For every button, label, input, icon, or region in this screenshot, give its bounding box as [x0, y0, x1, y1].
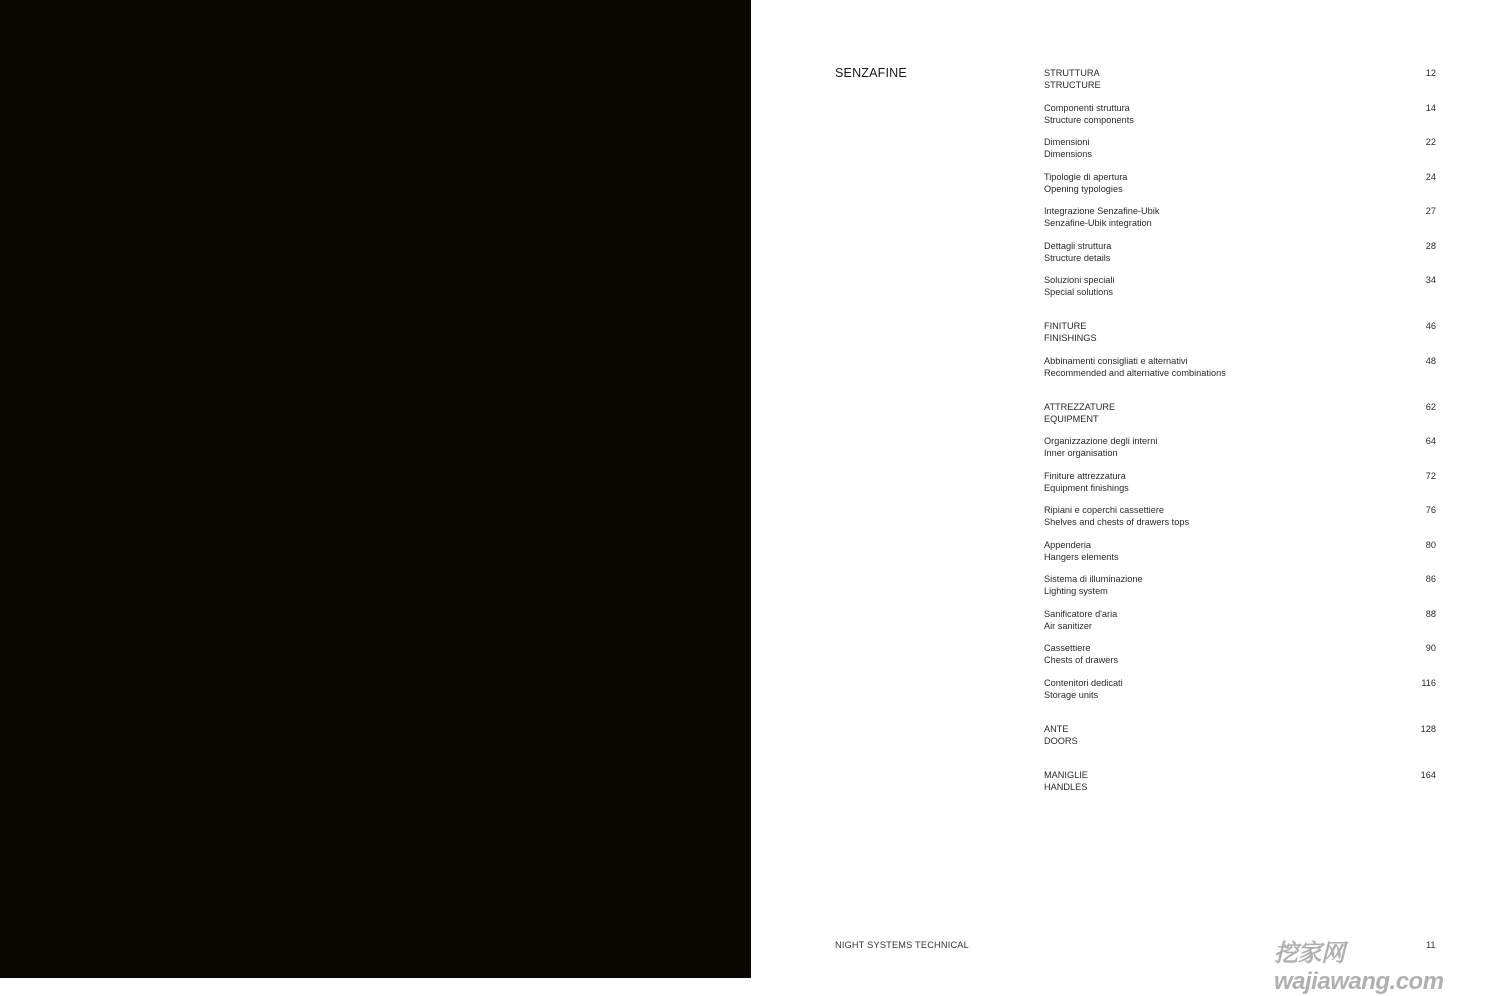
toc-entry-page: 164: [1420, 770, 1436, 780]
toc-entry-english: Opening typologies: [1044, 183, 1123, 194]
toc-entry: [1044, 137, 1436, 160]
toc-entry-page: 24: [1425, 172, 1436, 182]
toc-entry-page: 28: [1425, 241, 1436, 251]
toc-entry: [1044, 321, 1436, 344]
toc-entry-italian: Ripiani e coperchi cassettiere: [1044, 505, 1165, 515]
toc-entry-page: 22: [1425, 137, 1436, 147]
toc-entry-english: EQUIPMENT: [1044, 413, 1099, 424]
toc-entry-italian: Sanificatore d'aria: [1044, 609, 1118, 619]
toc-entry-english: Storage units: [1044, 689, 1099, 700]
toc-entry-italian: Organizzazione degli interni: [1044, 436, 1158, 446]
toc-entry: [1044, 770, 1436, 793]
toc-entry-italian: Dettagli struttura: [1044, 241, 1112, 251]
toc-entry-english: STRUCTURE: [1044, 79, 1101, 90]
toc-entry-page: 116: [1421, 678, 1436, 688]
toc-entry-page: 128: [1420, 724, 1436, 734]
toc-entry-italian: Soluzioni speciali: [1044, 275, 1115, 285]
toc-entry-page: 64: [1425, 436, 1436, 446]
toc-entry: [1044, 574, 1436, 597]
toc-entry-italian: Tipologie di apertura: [1044, 172, 1128, 182]
toc-entry: [1044, 356, 1436, 379]
toc-entry-english: Lighting system: [1044, 585, 1108, 596]
page-number: 11: [1426, 940, 1436, 950]
toc-entry: [1044, 241, 1436, 264]
toc-entry: [1044, 68, 1436, 91]
toc-entry-english: Senzafine-Ubik integration: [1044, 217, 1152, 228]
toc-entry-italian: Cassettiere: [1044, 643, 1091, 653]
toc-entry-page: 14: [1425, 103, 1436, 113]
toc-entry: [1044, 724, 1436, 747]
toc-entry: [1044, 172, 1436, 195]
toc-entry: [1044, 471, 1436, 494]
toc-entry-english: Inner organisation: [1044, 447, 1118, 458]
toc-entry: [1044, 678, 1436, 701]
toc-entry-italian: Integrazione Senzafine-Ubik: [1044, 206, 1160, 216]
toc-entry-italian: Finiture attrezzatura: [1044, 471, 1126, 481]
toc-entry-english: Hangers elements: [1044, 551, 1119, 562]
toc-entry-english: HANDLES: [1044, 781, 1088, 792]
toc-entry-italian: ATTREZZATURE: [1044, 402, 1116, 412]
toc-entry-page: 48: [1425, 356, 1436, 366]
toc-entry-page: 90: [1425, 643, 1436, 653]
toc-entry-english: Air sanitizer: [1044, 620, 1092, 631]
toc-entry-italian: FINITURE: [1044, 321, 1087, 331]
toc-entry-english: Structure details: [1044, 252, 1111, 263]
toc-entry-page: 62: [1425, 402, 1436, 412]
toc-entry: [1044, 643, 1436, 666]
toc-entry-page: 80: [1425, 540, 1436, 550]
toc-entry: [1044, 103, 1436, 126]
toc-entry-italian: Sistema di illuminazione: [1044, 574, 1143, 584]
toc-entry-english: Recommended and alternative combinations: [1044, 367, 1226, 378]
toc-entry: [1044, 609, 1436, 632]
toc-entry: [1044, 402, 1436, 425]
toc-entry-english: Shelves and chests of drawers tops: [1044, 516, 1190, 527]
section-title: SENZAFINE: [835, 66, 907, 80]
toc-entry-italian: Appenderia: [1044, 540, 1091, 550]
toc-entry-page: 86: [1425, 574, 1436, 584]
toc-entry-page: 88: [1425, 609, 1436, 619]
toc-entry-italian: MANIGLIE: [1044, 770, 1088, 780]
toc-entry-page: 34: [1425, 275, 1436, 285]
watermark: 挖家网 wajiawang.com: [1274, 940, 1444, 995]
toc-entry-page: 12: [1425, 68, 1436, 78]
toc-entry: [1044, 436, 1436, 459]
toc-entry-italian: STRUTTURA: [1044, 68, 1100, 78]
toc-entry-italian: Componenti struttura: [1044, 103, 1130, 113]
toc-entry-italian: Abbinamenti consigliati e alternativi: [1044, 356, 1188, 366]
toc-entry-english: Dimensions: [1044, 148, 1092, 159]
toc-entry-english: FINISHINGS: [1044, 332, 1097, 343]
toc-entry-page: 46: [1425, 321, 1436, 331]
toc-entry-english: DOORS: [1044, 735, 1078, 746]
toc-entry-english: Structure components: [1044, 114, 1134, 125]
toc-entry-page: 27: [1425, 206, 1436, 216]
toc-entry: [1044, 206, 1436, 229]
toc-entry-english: Equipment finishings: [1044, 482, 1129, 493]
toc-entry-english: Special solutions: [1044, 286, 1113, 297]
toc-entry-page: 72: [1425, 471, 1436, 481]
toc-entry-page: 76: [1425, 505, 1436, 515]
left-page-dark-panel: [0, 0, 751, 978]
toc-entry: [1044, 505, 1436, 528]
toc-entry-english: Chests of drawers: [1044, 654, 1119, 665]
toc-entry-italian: Contenitori dedicati: [1044, 678, 1123, 688]
toc-entry-italian: Dimensioni: [1044, 137, 1090, 147]
footer-running-title: NIGHT SYSTEMS TECHNICAL: [835, 940, 969, 950]
toc-entry-italian: ANTE: [1044, 724, 1069, 734]
toc-entry: [1044, 275, 1436, 298]
toc-entry: [1044, 540, 1436, 563]
